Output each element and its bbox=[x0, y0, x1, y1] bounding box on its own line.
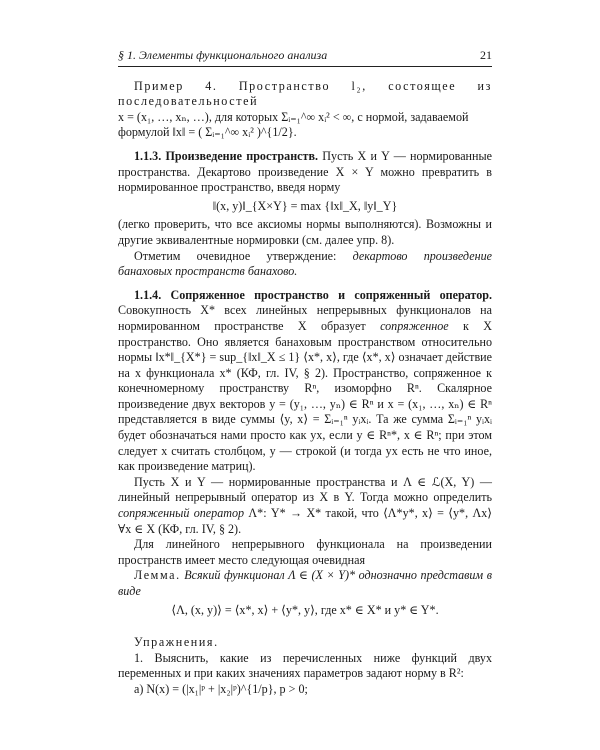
page-number: 21 bbox=[480, 48, 492, 62]
example-4-line-2: x = (x₁, …, xₙ, …), для которых Σᵢ₌₁^∞ xᵢ² < ∞, с нормой, задаваемой bbox=[118, 109, 469, 124]
example-4-line-3: формулой ‖x‖ = ( Σᵢ₌₁^∞ xᵢ² )^{1/2}. bbox=[118, 125, 297, 140]
paragraph: (легко проверить, что все аксиомы нормы выполняются). Возможны и другие эквивалентные нормировки (см. далее упр. 8). bbox=[118, 217, 492, 247]
example-4-line-1: Пример 4. Пространство l₂, состоящее из последовательностей bbox=[118, 78, 492, 109]
section-1-1-4: 1.1.4. Сопряженное пространство и сопряженный оператор. Совокупность X* всех линейных непрерывных функционалов на нормированном пространстве X образует сопряженное к X пространство. Оно является банаховым пространством относительно нормы ‖x*‖_{X*} = sup_{‖x‖_X ≤ 1} ⟨x*, x⟩, где ⟨x*, x⟩ означает действие на x функционала x* (КФ, гл. IV, § 2). Пространство, сопряженное к конечномерному пространству Rⁿ, изоморфно Rⁿ. Скалярное произведение двух векторов y = (y₁, …, yₙ) ∈ Rⁿ и x = (x₁, …, xₙ) ∈ Rⁿ представляется в виде суммы ⟨y, x⟩ = Σᵢ₌₁ⁿ yᵢxᵢ. Та же сумма Σᵢ₌₁ⁿ yᵢxᵢ будет обозначаться нами просто как yx, если y ∈ Rⁿ*, x ∈ Rⁿ; при этом следует x считать столбцом, y — строкой (и тогда yx есть не что иное, как произведение матриц). bbox=[118, 287, 492, 474]
norm-formula: ‖(x, y)‖_{X×Y} = max {‖x‖_X, ‖y‖_Y} bbox=[212, 198, 398, 213]
paragraph: Пусть X и Y — нормированные пространства и Λ ∈ ℒ(X, Y) — линейный непрерывный оператор из X в Y. Тогда можно определить сопряженный оператор Λ*: Y* → X* такой, что ⟨Λ*y*, x⟩ = ⟨y*, Λx⟩ ∀x ∈ X (КФ, гл. IV, § 2). bbox=[118, 474, 492, 536]
exercise-1: 1. Выяснить, какие из перечисленных ниже функций двух переменных и при каких значениях параметров задают норму в R²: bbox=[118, 650, 492, 681]
header-title: § 1. Элементы функционального анализа bbox=[118, 48, 328, 62]
lemma-formula: ⟨Λ, (x, y)⟩ = ⟨x*, x⟩ + ⟨y*, y⟩, где x* ∈ X* и y* ∈ Y*. bbox=[171, 602, 439, 617]
section-heading: 1.1.3. Произведение пространств. bbox=[134, 148, 319, 163]
exercises-title: Упражнения. bbox=[134, 635, 219, 650]
paragraph: Отметим очевидное утверждение: декартово произведение банаховых пространств банахово. bbox=[118, 248, 492, 279]
book-page bbox=[118, 48, 492, 698]
exercise-1a: а) N(x) = (|x₁|ᵖ + |x₂|ᵖ)^{1/p}, p > 0; bbox=[134, 681, 308, 696]
lemma: Лемма. Всякий функционал Λ ∈ (X × Y)* однозначно представим в виде bbox=[118, 568, 492, 598]
paragraph: Для линейного непрерывного функционала на произведении пространств имеет место следующая очевидная bbox=[118, 537, 492, 567]
section-heading: 1.1.4. Сопряженное пространство и сопряженный оператор. bbox=[134, 287, 492, 302]
section-1-1-3: 1.1.3. Произведение пространств. Пусть X и Y — нормированные пространства. Декартово произведение X × Y можно превратить в нормированное пространство, введя норму bbox=[118, 148, 492, 195]
running-header bbox=[118, 48, 492, 67]
